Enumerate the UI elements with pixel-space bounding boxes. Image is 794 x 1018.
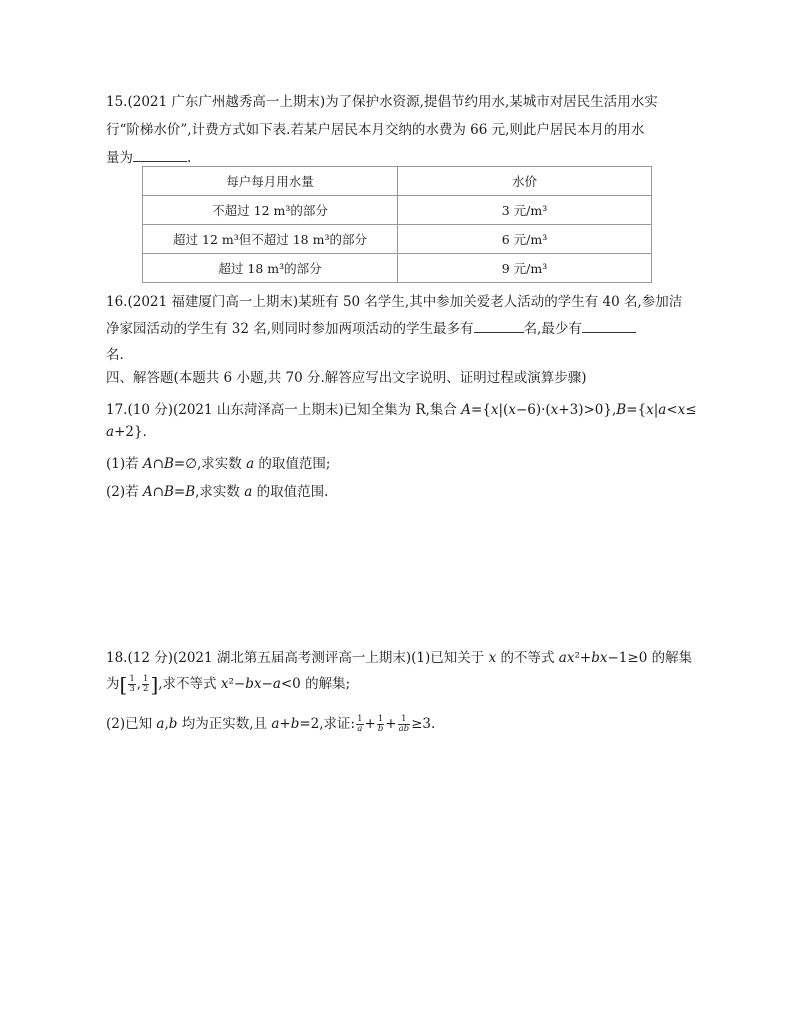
math-text: = [173, 484, 186, 500]
q16-line2-b: 名,最少有 [523, 321, 582, 337]
math-text: 均为正实数,且 [177, 716, 272, 732]
math-text: < [666, 402, 678, 418]
math-text: ,求实数 [195, 484, 245, 500]
table-row [143, 254, 652, 283]
math-var: A [142, 484, 153, 500]
table-cell: 不超过 12 m³的部分 [143, 196, 398, 225]
bracket-close: ] [150, 672, 159, 697]
math-var: x [566, 650, 575, 666]
math-text: ²+ [574, 650, 592, 666]
q15-line3-prefix: 量为 [106, 150, 133, 166]
q18-part2 [106, 712, 435, 734]
math-var: b [290, 716, 300, 732]
math-text: +2}. [114, 424, 147, 440]
math-var: A [142, 456, 153, 472]
q17-part1 [106, 452, 330, 472]
math-var: a [244, 484, 253, 500]
answer-blank[interactable] [133, 149, 187, 162]
math-var: x [508, 402, 516, 418]
math-var: x [646, 402, 654, 418]
math-text: 的不等式 [496, 650, 559, 666]
math-var: b [168, 716, 178, 732]
math-var: a [106, 424, 115, 440]
frac-den: 3 [129, 684, 135, 694]
math-text: =2,求证: [299, 716, 356, 732]
bracket-open: [ [119, 672, 128, 697]
q17-line2 [106, 424, 147, 440]
math-var: B [163, 456, 174, 472]
q16-line1: 16.(2021 福建厦门高一上期末)某班有 50 名学生,其中参加关爱老人活动的学生有 40 名,参加洁 [106, 294, 683, 310]
math-text: | [653, 402, 659, 418]
math-var: a [246, 456, 255, 472]
math-text: +3)>0}, [558, 402, 617, 418]
math-var: x [220, 676, 229, 692]
q18-line2 [106, 672, 350, 697]
math-text: 的取值范围; [254, 456, 331, 472]
table-header-row [143, 167, 652, 196]
frac-num: 1 [398, 715, 411, 725]
math-text: (2)已知 [106, 716, 157, 732]
answer-blank-min[interactable] [582, 320, 636, 333]
fraction [128, 675, 135, 694]
math-var: b [245, 676, 254, 692]
frac-num: 1 [129, 674, 135, 684]
math-text: − [261, 676, 273, 692]
q15-line1: 15.(2021 广东广州越秀高一上期末)为了保护水资源,提倡节约用水,某城市对居民生活用水实 [106, 94, 658, 110]
math-var: a [156, 716, 165, 732]
fraction [377, 715, 384, 734]
math-var: x [253, 676, 262, 692]
q15-line2: 行“阶梯水价”,计费方式如下表.若某户居民本月交纳的水费为 66 元,则此户居民本月的用水 [106, 122, 645, 138]
math-text: (2)若 [106, 484, 143, 500]
math-text: <0 的解集; [280, 676, 351, 692]
table-header-cell: 每户每月用水量 [143, 167, 398, 196]
q18-line1 [106, 646, 692, 666]
math-text: ∩ [152, 484, 164, 500]
section-title: 四、解答题(本题共 6 小题,共 70 分.解答应写出文字说明、证明过程或演算步骤) [106, 370, 587, 386]
q17-line1 [106, 398, 697, 418]
math-text: + [279, 716, 291, 732]
math-text: ={ [626, 402, 647, 418]
q15-line3 [106, 146, 191, 166]
table-row [143, 225, 652, 254]
math-var: B [185, 484, 196, 500]
math-var: B [616, 402, 627, 418]
math-text: 的取值范围. [252, 484, 329, 500]
math-text: , [136, 676, 142, 692]
table-cell: 超过 12 m³但不超过 18 m³的部分 [143, 225, 398, 254]
math-text: ²− [228, 676, 246, 692]
math-text: =∅,求实数 [173, 456, 247, 472]
frac-den: a [357, 724, 363, 734]
table-cell: 9 元/m³ [398, 254, 652, 283]
fraction [142, 675, 149, 694]
q16-line3: 名. [106, 347, 124, 363]
math-text: ={ [470, 402, 491, 418]
table-cell: 3 元/m³ [398, 196, 652, 225]
math-var: a [271, 716, 280, 732]
math-var: x [550, 402, 559, 418]
math-var: A [461, 402, 471, 418]
math-var: a [558, 650, 567, 666]
frac-den: ab [398, 724, 410, 734]
table-cell: 超过 18 m³的部分 [143, 254, 398, 283]
math-var: b [591, 650, 600, 666]
fraction [356, 715, 363, 734]
water-price-table [142, 166, 652, 283]
math-var: a [658, 402, 667, 418]
q15-line3-suffix: . [187, 150, 192, 166]
math-text: −1≥0 的解集 [607, 650, 693, 666]
math-text: + [364, 716, 376, 732]
math-text: 为 [106, 676, 120, 692]
table-cell: 6 元/m³ [398, 225, 652, 254]
q17-part2 [106, 480, 328, 500]
math-var: a [272, 676, 281, 692]
answer-blank-max[interactable] [474, 320, 524, 333]
math-var: x [490, 402, 499, 418]
q16-line2-a: 净家园活动的学生有 32 名,则同时参加两项活动的学生最多有 [106, 321, 474, 337]
math-text: ≤ [685, 402, 697, 418]
fraction [398, 715, 411, 734]
math-text: (1)若 [106, 456, 143, 472]
frac-den: b [377, 724, 384, 734]
math-var: B [163, 484, 174, 500]
frac-num: 1 [377, 714, 384, 724]
math-var: x [677, 402, 686, 418]
q17-intro: 17.(10 分)(2021 山东菏泽高一上期末)已知全集为 R,集合 [106, 402, 462, 418]
math-text: ∩ [152, 456, 164, 472]
table-header-cell: 水价 [398, 167, 652, 196]
q16-line2 [106, 317, 636, 337]
math-var: x [488, 650, 497, 666]
math-var: x [599, 650, 608, 666]
math-text: ,求不等式 [158, 676, 221, 692]
math-text: , [164, 716, 169, 732]
frac-num: 1 [357, 714, 363, 724]
math-text: 18.(12 分)(2021 湖北第五届高考测评高一上期末)(1)已知关于 [106, 650, 489, 666]
table-row [143, 196, 652, 225]
frac-num: 1 [143, 674, 149, 684]
frac-den: 2 [143, 684, 149, 694]
math-text: + [385, 716, 397, 732]
math-text: |( [498, 402, 509, 418]
math-text: ≥3. [411, 716, 436, 732]
math-text: −6)·( [515, 402, 551, 418]
